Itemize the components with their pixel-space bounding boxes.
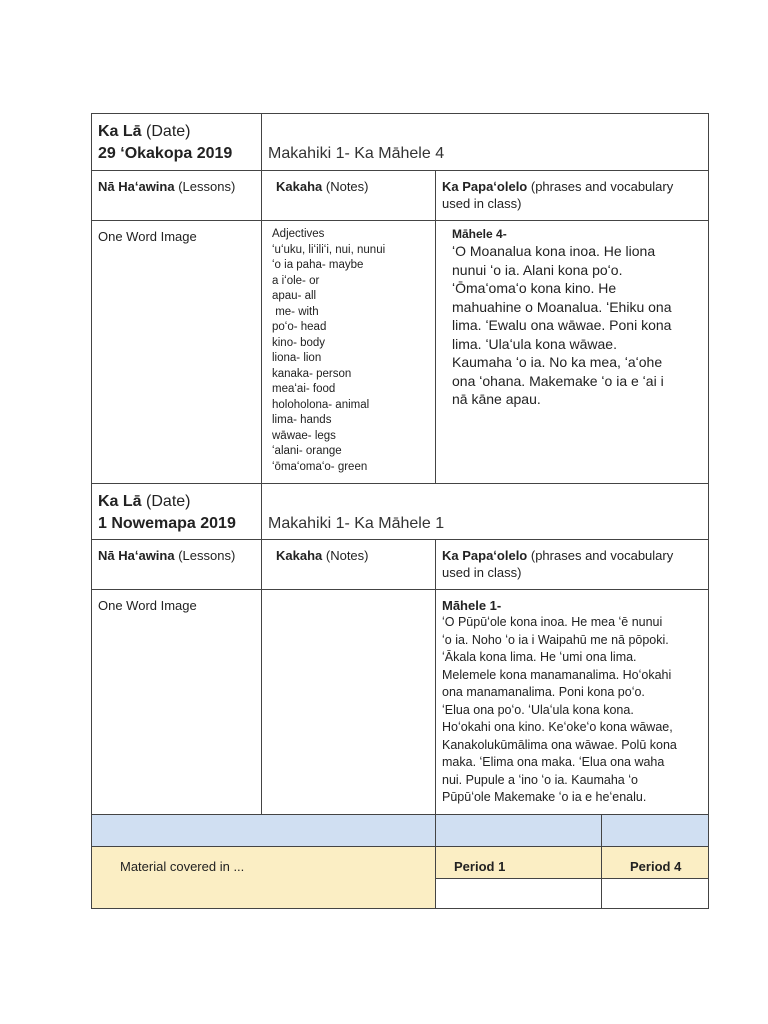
vocab-cell-2 [435, 589, 709, 815]
notes-line: Adjectives [272, 228, 325, 240]
notes-line: lima- hands [272, 414, 332, 426]
vocab-cell-1 [435, 220, 709, 484]
vocab-header-1 [435, 170, 709, 221]
notes-line: ʻo ia paha- maybe [272, 259, 364, 271]
notes-line: wāwae- legs [272, 429, 336, 442]
notes-line: me- with [272, 305, 319, 318]
date-label [98, 492, 190, 512]
lesson-cell-2 [91, 589, 262, 815]
blue-band-right [601, 814, 709, 847]
notes-line: poʻo- head [272, 321, 327, 333]
blue-band-mid [435, 814, 602, 847]
vocab-header-rest: (phrases and vocabulary used in class) [442, 179, 674, 211]
mahele-title: Māhele 1- [442, 598, 502, 613]
vocab-header-text [442, 178, 702, 212]
notes-line: ʻōmaʻomaʻo- green [272, 460, 368, 473]
notes-line: kino- body [272, 336, 326, 349]
vocab-header-bold: Ka Papaʻolelo [442, 179, 528, 194]
lessons-header-bold: Nā Haʻawina [98, 548, 175, 563]
date-cell-1 [91, 113, 262, 171]
period-b-entry [601, 878, 709, 909]
blue-band-left [91, 814, 436, 847]
lesson-cell-1 [91, 220, 262, 484]
date-value: 29 ʻOkakopa 2019 [98, 145, 233, 162]
notes-line: ʻuʻuku, liʻiliʻi, nui, nunui [272, 243, 386, 256]
notes-line: apau- all [272, 290, 317, 302]
lesson-text: One Word Image [98, 598, 197, 613]
lesson-text: One Word Image [98, 229, 197, 244]
notes-header-2 [261, 539, 436, 590]
lessons-header-rest: (Lessons) [178, 179, 236, 194]
title-cell-2 [261, 483, 709, 540]
notes-header-1 [261, 170, 436, 221]
notes-line: holoholona- animal [272, 398, 370, 411]
title-cell-1 [261, 113, 709, 171]
lessons-header-text [98, 547, 255, 564]
vocab-header-text [442, 547, 702, 581]
lessons-header-2 [91, 539, 262, 590]
period-a-entry [435, 878, 602, 909]
material-covered-cell [91, 846, 436, 909]
date-label-paren: (Date) [146, 123, 191, 140]
notes-list [272, 227, 385, 475]
notes-line: meaʻai- food [272, 383, 336, 395]
notes-line: ʻalani- orange [272, 445, 342, 457]
mahele-block [452, 227, 700, 409]
date-label [98, 122, 190, 142]
mahele-text: ʻO Moanalua kona inoa. He liona nunui ʻo ia. Alani kona poʻo. ʻŌmaʻomaʻo kona kino. He mahuahine o Moanalua. ʻEhiku ona lima. ʻEwalu ona wāwae. Poni kona lima. ʻUlaʻula kona wāwae. Kaumaha ʻo ia. No ka mea, ʻaʻohe ona ʻohana. Makemake ʻo ia e ʻai i nā kāne apau. [452, 243, 672, 407]
date-label-bold: Ka Lā [98, 123, 142, 140]
notes-cell-2 [261, 589, 436, 815]
period-b-label: Period 4 [630, 859, 682, 874]
lessons-header-1 [91, 170, 262, 221]
mahele-text: ʻO Pūpūʻole kona inoa. He mea ʻē nunui ʻo ia. Noho ʻo ia i Waipahū me nā pōpoki. ʻĀkala kona lima. He ʻumi ona lima. Melemele kona manamanalima. Hoʻokahi ona manamanalima. Poni kona poʻo. ʻElua ona poʻo. ʻUlaʻula kona kona. Hoʻokahi ona kino. Keʻokeʻo kona wāwae, Kanakolukūmālima ona wāwae. Polū kona maka. ʻElima ona maka. ʻElua ona waha nui. Pupule a ʻino ʻo ia. Kaumaha ʻo Pūpūʻole Makemake ʻo ia e heʻenalu. [442, 615, 677, 804]
mahele-title: Māhele 4- [452, 227, 507, 241]
period-a-cell [435, 846, 602, 879]
period-b-cell [601, 846, 709, 879]
vocab-header-bold: Ka Papaʻolelo [442, 548, 528, 563]
notes-header-rest: (Notes) [325, 548, 369, 563]
vocab-header-rest: (phrases and vocabulary used in class) [442, 548, 674, 580]
date-cell-2 [91, 483, 262, 540]
section-title: Makahiki 1- Ka Māhele 4 [268, 145, 445, 162]
material-covered-label: Material covered in ... [120, 859, 245, 874]
notes-header-text [276, 547, 429, 564]
lessons-header-text [98, 178, 255, 195]
lessons-header-bold: Nā Haʻawina [98, 179, 175, 194]
lessons-header-rest: (Lessons) [178, 548, 236, 563]
date-value: 1 Nowemapa 2019 [98, 515, 236, 532]
date-label-paren: (Date) [146, 493, 191, 510]
notes-line: kanaka- person [272, 367, 352, 380]
notes-line: liona- lion [272, 352, 322, 364]
section-title: Makahiki 1- Ka Māhele 1 [268, 515, 445, 532]
period-a-label: Period 1 [454, 859, 506, 874]
mahele-block [442, 597, 704, 807]
notes-header-rest: (Notes) [325, 179, 369, 194]
notes-cell-1 [261, 220, 436, 484]
notes-header-bold: Kakaha [276, 179, 323, 194]
notes-header-bold: Kakaha [276, 548, 323, 563]
date-label-bold: Ka Lā [98, 493, 142, 510]
notes-line: a iʻole- or [272, 274, 320, 287]
notes-header-text [276, 178, 429, 195]
vocab-header-2 [435, 539, 709, 590]
